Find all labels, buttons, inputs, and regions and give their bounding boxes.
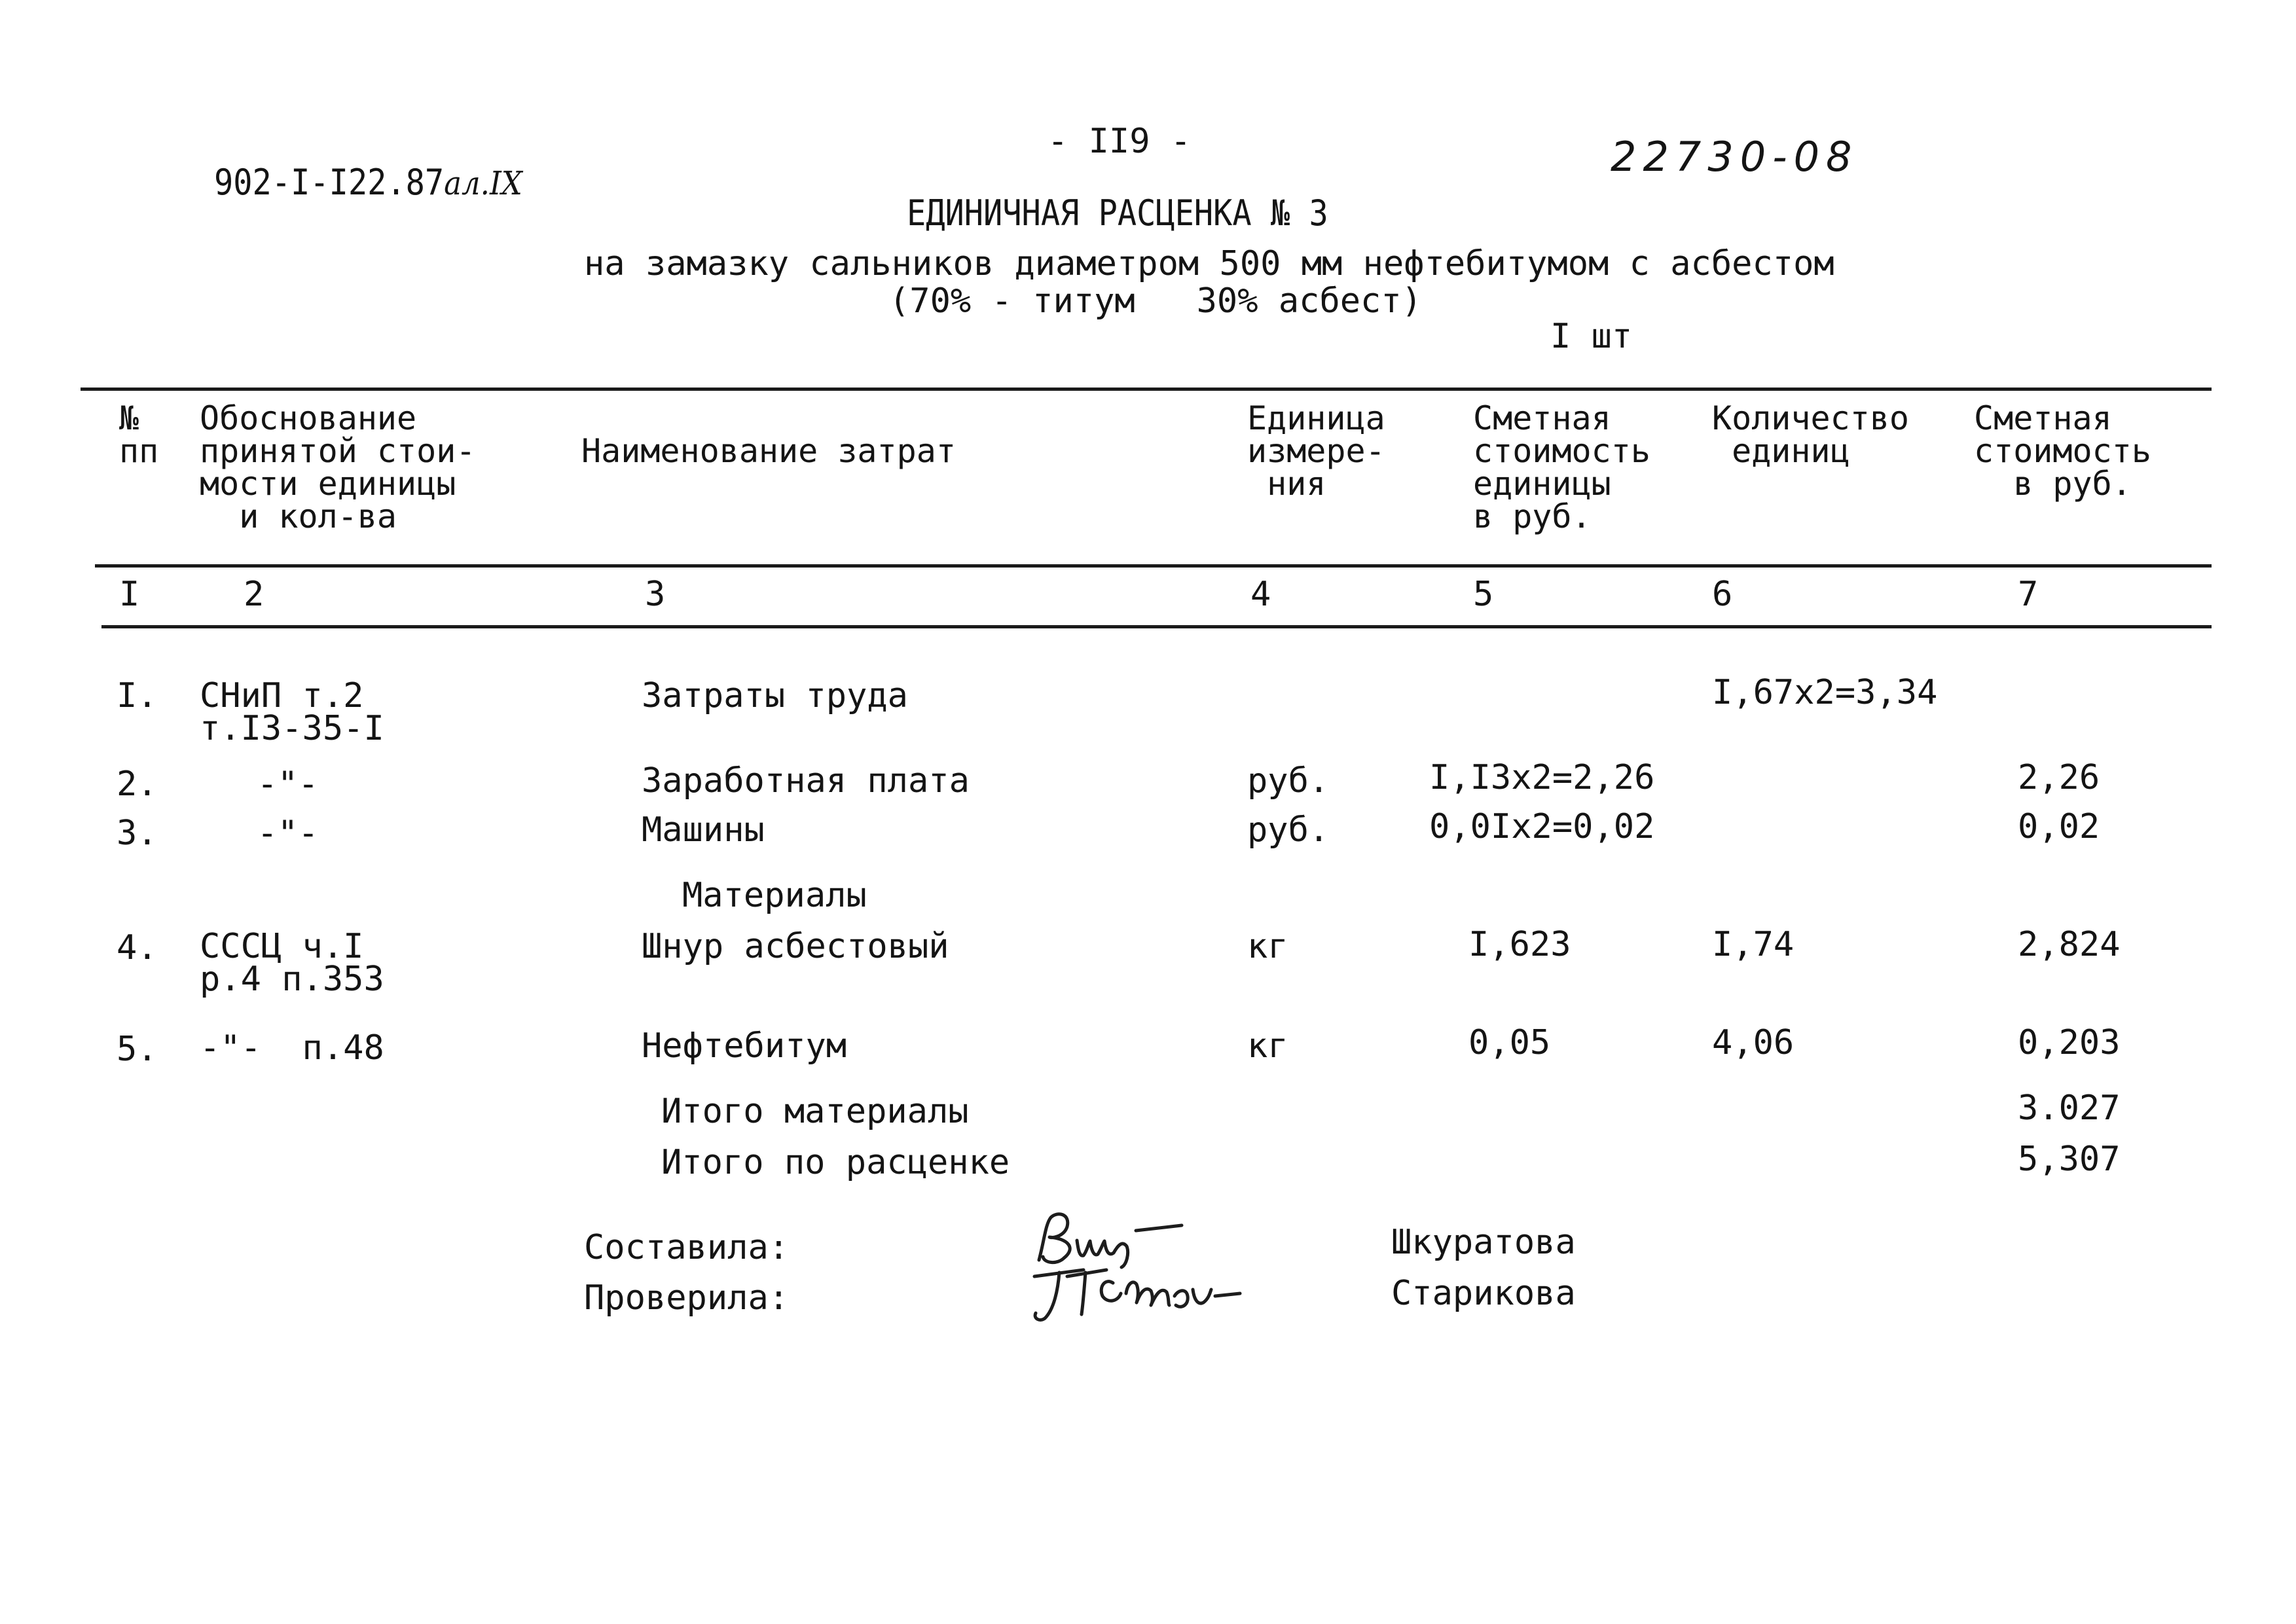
table-top-rule bbox=[81, 388, 2212, 391]
row-unit-cost: 0,0Iх2=0,02 bbox=[1429, 807, 1655, 846]
column-number-2: 2 bbox=[244, 575, 264, 614]
signature-role: Составила: bbox=[584, 1228, 790, 1267]
row-number: I. bbox=[117, 676, 158, 715]
column-number-7: 7 bbox=[2018, 575, 2039, 614]
handwritten-signature bbox=[1021, 1250, 1244, 1329]
total-label: Итого по расценке bbox=[661, 1143, 1010, 1182]
row-unit: кг bbox=[1247, 1026, 1288, 1066]
row-quantity: 4,06 bbox=[1712, 1023, 1795, 1062]
document-subtitle: на замазку сальников диаметром 500 мм нефтебитумом с асбестом bbox=[584, 244, 1834, 283]
row-total: 0,203 bbox=[2018, 1023, 2121, 1062]
row-cost-name: Затраты труда bbox=[642, 676, 908, 715]
document-subtitle-ratio: (70% - титум 30% асбест) bbox=[889, 281, 1422, 321]
total-label: Итого материалы bbox=[661, 1092, 969, 1131]
column-number-5: 5 bbox=[1473, 575, 1494, 614]
row-unit: руб. bbox=[1247, 810, 1330, 850]
row-number: 2. bbox=[117, 765, 158, 804]
row-total: 0,02 bbox=[2018, 807, 2100, 846]
column-number-1: I bbox=[119, 575, 140, 614]
total-value: 5,307 bbox=[2018, 1140, 2121, 1179]
row-quantity: I,74 bbox=[1712, 925, 1795, 964]
row-basis: СССЦ ч.I bbox=[200, 927, 364, 966]
measure-unit: I шт bbox=[1550, 317, 1633, 356]
signatory-name: Шкуратова bbox=[1391, 1223, 1576, 1262]
document-title: ЕДИНИЧНАЯ РАСЦЕНКА № 3 bbox=[907, 192, 1328, 234]
row-unit: кг bbox=[1247, 927, 1288, 966]
document-code bbox=[137, 128, 522, 238]
row-unit-cost: I,I3х2=2,26 bbox=[1429, 758, 1655, 797]
signature-role: Проверила: bbox=[584, 1278, 790, 1318]
section-label-materials: Материалы bbox=[682, 876, 867, 915]
document-code-suffix: ал.IX bbox=[444, 164, 522, 202]
document-code-main: 902-I-I22.87 bbox=[214, 162, 445, 203]
page-number: - II9 - bbox=[1048, 122, 1192, 161]
row-cost-name: Нефтебитум bbox=[642, 1026, 847, 1066]
row-cost-name: Машины bbox=[642, 810, 765, 850]
row-total: 2,824 bbox=[2018, 925, 2121, 964]
numbers-bottom-rule bbox=[101, 625, 2212, 628]
row-quantity: I,67х2=3,34 bbox=[1712, 673, 1938, 712]
row-total: 2,26 bbox=[2018, 758, 2100, 797]
archive-stamp-number: 22730-08 bbox=[1611, 133, 1859, 181]
row-basis: СНиП т.2 bbox=[200, 676, 364, 715]
row-number: 5. bbox=[117, 1030, 158, 1069]
row-number: 3. bbox=[117, 814, 158, 853]
column-number-4: 4 bbox=[1250, 575, 1271, 614]
row-basis-cont: т.I3-35-I bbox=[200, 709, 384, 748]
row-basis: -"- bbox=[216, 765, 319, 804]
row-unit-cost: I,623 bbox=[1468, 925, 1571, 964]
document-page: 902-I-I22.87ал.IX - II9 - 22730-08 ЕДИНИЧНАЯ РАСЦЕНКА № 3 на замазку сальников диаметром 500 мм нефтебитумом с асбестом (70% - титум 30% асбест) I шт № пп Обоснование принятой стои- мости единицы и кол-ва Наименование затрат Единица измере- ния Сметная стоимость единицы в руб. Количество единиц Сметная стоимость в руб. I 2 3 4 5 6 7 I. СНиП т.2 т.I3-35-I Затраты труда I,67х2=3,34 2. -"- Заработная плата руб. I,I3х2=2,26 2,26 3. -"- Машины руб. 0,0Iх2=0,02 0,02 Материалы 4. СССЦ ч.I р.4 п.353 Шнур асбестовый кг I,623 I,74 2,824 5. -"- п.48 Нефтебитум кг 0,05 4,06 0,203 Итого материалы 3.027 Итого по расценке 5,307 Составила: Шкуратова Проверила: Старикова bbox=[0, 0, 2296, 1624]
row-cost-name: Заработная плата bbox=[642, 761, 970, 801]
column-number-3: 3 bbox=[645, 575, 666, 614]
row-basis-cont: р.4 п.353 bbox=[200, 960, 384, 999]
row-basis: -"- bbox=[216, 814, 319, 853]
signatory-name: Старикова bbox=[1391, 1274, 1576, 1313]
row-cost-name: Шнур асбестовый bbox=[642, 927, 949, 966]
row-basis: -"- п.48 bbox=[200, 1028, 384, 1068]
column-number-6: 6 bbox=[1712, 575, 1733, 614]
header-bottom-rule bbox=[95, 564, 2212, 568]
row-unit: руб. bbox=[1247, 761, 1330, 801]
row-number: 4. bbox=[117, 928, 158, 967]
row-unit-cost: 0,05 bbox=[1468, 1023, 1551, 1062]
total-value: 3.027 bbox=[2018, 1089, 2121, 1128]
